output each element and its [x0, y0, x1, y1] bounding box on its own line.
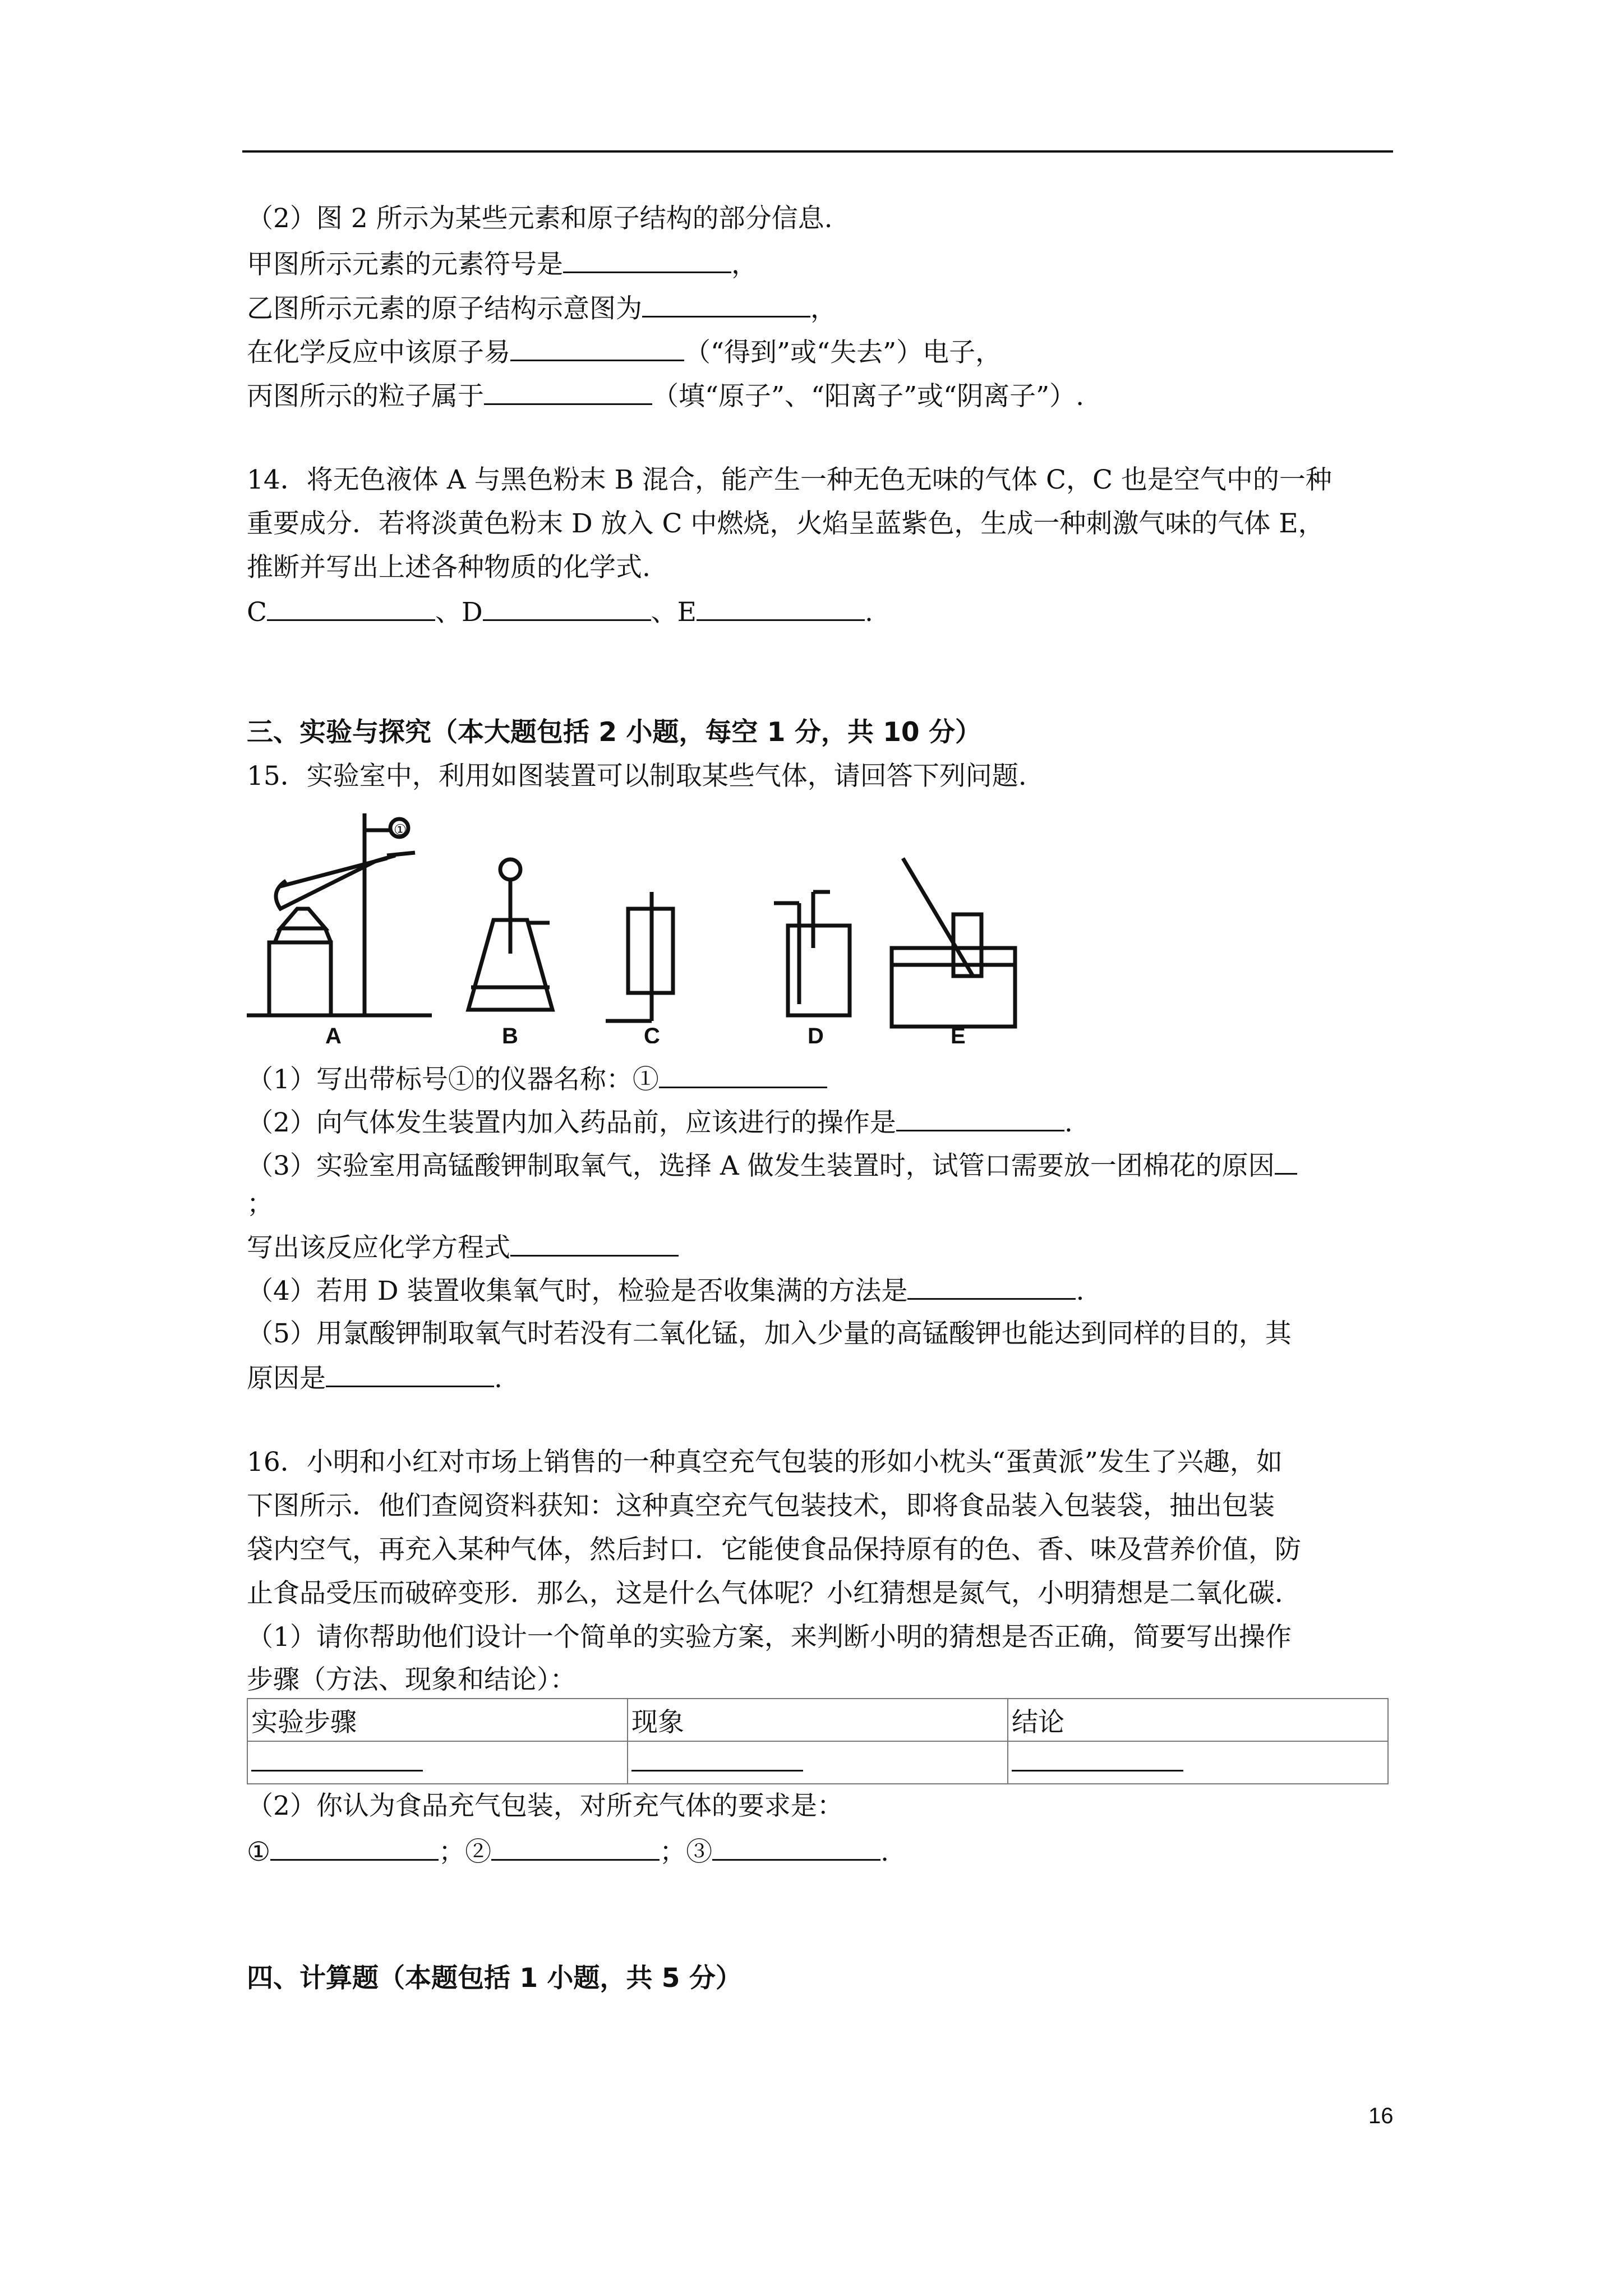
- table-header-cell: 实验步骤: [247, 1699, 628, 1741]
- answer-blank-e[interactable]: [697, 595, 865, 621]
- answer-blank-c[interactable]: [267, 595, 435, 621]
- page-number: 16: [1368, 2104, 1394, 2128]
- figure-marker: ①: [394, 822, 407, 839]
- answer-blank[interactable]: [907, 1273, 1076, 1300]
- q13-intro: （2）图 2 所示为某些元素和原子结构的部分信息.: [247, 203, 833, 234]
- answer-blank[interactable]: [484, 379, 652, 405]
- q13-line3: 在化学反应中该原子易 （“得到”或“失去”）电子，: [247, 335, 1002, 370]
- q15-stem: 15．实验室中，利用如图装置可以制取某些气体，请回答下列问题.: [247, 761, 1027, 792]
- section4-heading: 四、计算题（本题包括 1 小题，共 5 分）: [247, 1963, 742, 1994]
- answer-blank[interactable]: [642, 291, 810, 318]
- answer-blank-1[interactable]: [270, 1834, 439, 1861]
- table-cell[interactable]: [628, 1741, 1008, 1784]
- answer-blank[interactable]: [563, 247, 731, 273]
- q15-p1: （1）写出带标号①的仪器名称：①: [247, 1062, 827, 1097]
- answer-blank[interactable]: [510, 1230, 679, 1257]
- answer-blank[interactable]: [326, 1361, 494, 1387]
- q14-line1: 14．将无色液体 A 与黑色粉末 B 混合，能产生一种无色无味的气体 C，C 也是空气中的一种: [247, 464, 1332, 495]
- q15-p5-line1: （5）用氯酸钾制取氧气时若没有二氧化锰，加入少量的高锰酸钾也能达到同样的目的，其: [247, 1318, 1292, 1349]
- answer-blank[interactable]: [896, 1105, 1064, 1131]
- table-header-cell: 现象: [628, 1699, 1008, 1741]
- q14-answers: C 、D 、E .: [247, 595, 873, 629]
- answer-blank[interactable]: [659, 1062, 827, 1088]
- q16-p1-line2: 步骤（方法、现象和结论）：: [247, 1664, 577, 1695]
- q14-line2: 重要成分．若将淡黄色粉末 D 放入 C 中燃烧，火焰呈蓝紫色，生成一种刺激气味的气体 E，: [247, 508, 1325, 539]
- section3-heading: 三、实验与探究（本大题包括 2 小题，每空 1 分，共 10 分）: [247, 717, 981, 748]
- q16-line4: 止食品受压而破碎变形．那么，这是什么气体呢？小红猜想是氮气，小明猜想是二氧化碳．: [247, 1578, 1301, 1609]
- header-rule: [242, 150, 1393, 153]
- answer-blank-d[interactable]: [483, 595, 651, 621]
- answer-blank-3[interactable]: [712, 1834, 880, 1861]
- q15-p4: （4）若用 D 装置收集氧气时，检验是否收集满的方法是 .: [247, 1273, 1084, 1308]
- q15-p3: （3）实验室用高锰酸钾制取氧气，选择 A 做发生装置时，试管口需要放一团棉花的原因: [247, 1148, 1297, 1183]
- figure-label-a: A: [325, 1024, 342, 1043]
- table-cell[interactable]: [247, 1741, 628, 1784]
- q16-line1: 16．小明和小红对市场上销售的一种真空充气包装的形如小枕头“蛋黄派”发生了兴趣，如: [247, 1447, 1283, 1478]
- apparatus-drawing: [247, 808, 1032, 1043]
- q15-p3-cont: ；: [247, 1189, 273, 1220]
- q15-p5-line2: 原因是 .: [247, 1361, 502, 1396]
- q16-answers: ① ；② ；③ .: [247, 1834, 889, 1869]
- answer-blank[interactable]: [251, 1750, 423, 1772]
- apparatus-figure: [247, 808, 1032, 1043]
- experiment-table: [247, 1698, 1389, 1784]
- q15-p2: （2）向气体发生装置内加入药品前，应该进行的操作是 .: [247, 1105, 1073, 1140]
- figure-label-d: D: [808, 1024, 824, 1043]
- q13-line2: 乙图所示元素的原子结构示意图为 ，: [247, 291, 837, 326]
- q13-line4: 丙图所示的粒子属于 （填“原子”、“阳离子”或“阴离子”）.: [247, 379, 1084, 413]
- figure-label-c: C: [644, 1024, 660, 1043]
- answer-blank[interactable]: [1275, 1148, 1297, 1175]
- table-row: [247, 1741, 1388, 1784]
- table-cell[interactable]: [1008, 1741, 1388, 1784]
- table-header-row: [247, 1699, 1388, 1741]
- figure-label-e: E: [951, 1024, 966, 1043]
- figure-label-b: B: [502, 1024, 518, 1043]
- q16-line2: 下图所示．他们查阅资料获知：这种真空充气包装技术，即将食品装入包装袋，抽出包装: [247, 1490, 1275, 1521]
- q16-p1-line1: （1）请你帮助他们设计一个简单的实验方案，来判断小明的猜想是否正确，简要写出操作: [247, 1622, 1292, 1653]
- q16-line3: 袋内空气，再充入某种气体，然后封口．它能使食品保持原有的色、香、味及营养价值，防: [247, 1534, 1301, 1565]
- q15-p3-equation: 写出该反应化学方程式: [247, 1230, 679, 1265]
- answer-blank[interactable]: [1012, 1750, 1183, 1772]
- q16-p2: （2）你认为食品充气包装，对所充气体的要求是：: [247, 1791, 843, 1821]
- table-header-cell: 结论: [1008, 1699, 1388, 1741]
- q13-line1: 甲图所示元素的元素符号是 ，: [247, 247, 758, 282]
- q14-line3: 推断并写出上述各种物质的化学式.: [247, 552, 651, 583]
- answer-blank[interactable]: [510, 335, 684, 361]
- answer-blank-2[interactable]: [491, 1834, 660, 1861]
- answer-blank[interactable]: [631, 1750, 803, 1772]
